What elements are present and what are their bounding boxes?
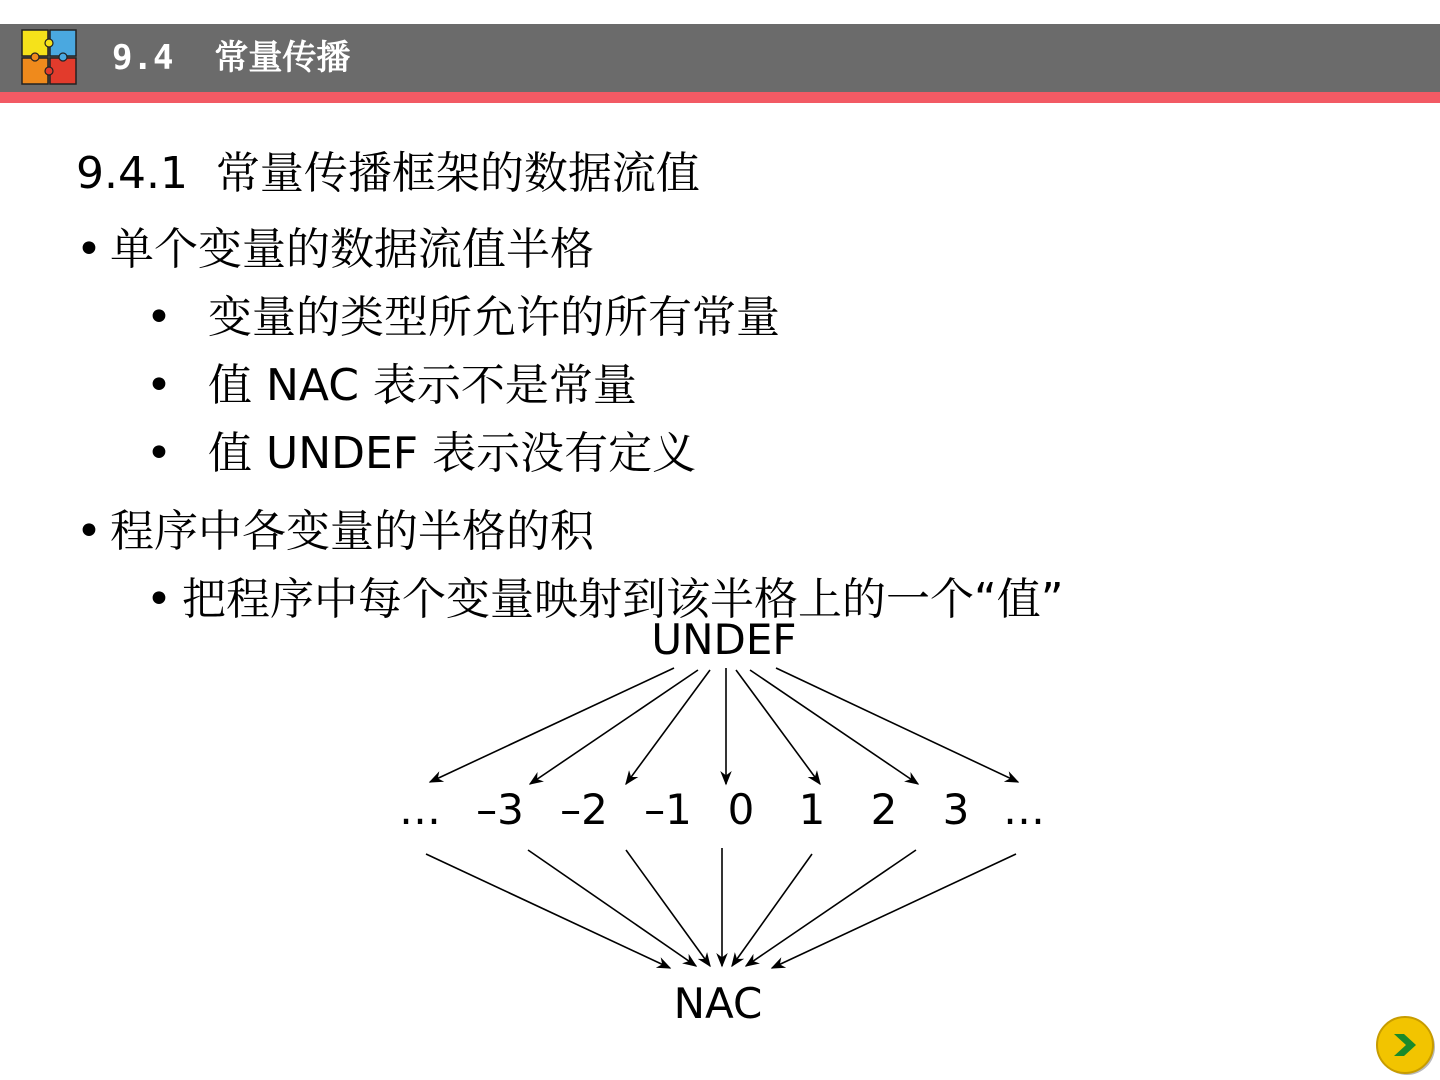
lattice-edge [626, 850, 710, 966]
lattice-node-label: 3 [942, 785, 970, 834]
sub-bullet-text: 把程序中每个变量映射到该半格上的一个“值” [182, 574, 1064, 625]
header-title: 9.4 常量传播 [112, 38, 351, 78]
lattice-node-label: –2 [560, 785, 608, 834]
lattice-edge [750, 670, 918, 784]
lattice-node-label: … [1003, 785, 1045, 834]
lattice-edge [528, 850, 696, 966]
lattice-edge [746, 850, 916, 966]
lattice-node-label: 2 [870, 785, 898, 834]
lattice-bottom-label: NAC [673, 979, 763, 1028]
sub-bullet-text: 值 NAC 表示不是常量 [208, 360, 637, 411]
lattice-edge [426, 854, 670, 968]
bullet-marker: • [76, 506, 102, 557]
lattice-node-label: –3 [476, 785, 524, 834]
lattice-edge [530, 670, 698, 784]
bullet-marker: • [76, 224, 102, 275]
lattice-node-label: 0 [727, 785, 755, 834]
lattice-middle-row [399, 785, 1045, 834]
lattice-node-label: 1 [798, 785, 826, 834]
lattice-node-label: … [399, 785, 441, 834]
lattice-edge [626, 670, 710, 784]
lattice-top-edges [430, 668, 1018, 784]
lattice-edge [772, 854, 1016, 968]
sub-bullet-text: 值 UNDEF 表示没有定义 [208, 428, 697, 479]
lattice-edge [776, 668, 1018, 782]
lattice-top-label: UNDEF [651, 615, 797, 664]
bullet-text: 程序中各变量的半格的积 [110, 506, 594, 557]
section-title: 9.4.1 常量传播框架的数据流值 [76, 148, 700, 199]
bullet-marker: • [146, 574, 172, 625]
bullet-marker: • [146, 360, 172, 411]
lattice-bottom-edges [426, 848, 1016, 968]
bullet-marker: • [146, 428, 172, 479]
next-arrow-icon[interactable] [1374, 1014, 1438, 1078]
sub-bullet-text: 变量的类型所允许的所有常量 [208, 292, 780, 343]
bullet-text: 单个变量的数据流值半格 [110, 224, 594, 275]
bullet-marker: • [146, 292, 172, 343]
lattice-edge [430, 668, 674, 782]
lattice-node-label: –1 [644, 785, 692, 834]
lattice-edge [736, 670, 820, 784]
